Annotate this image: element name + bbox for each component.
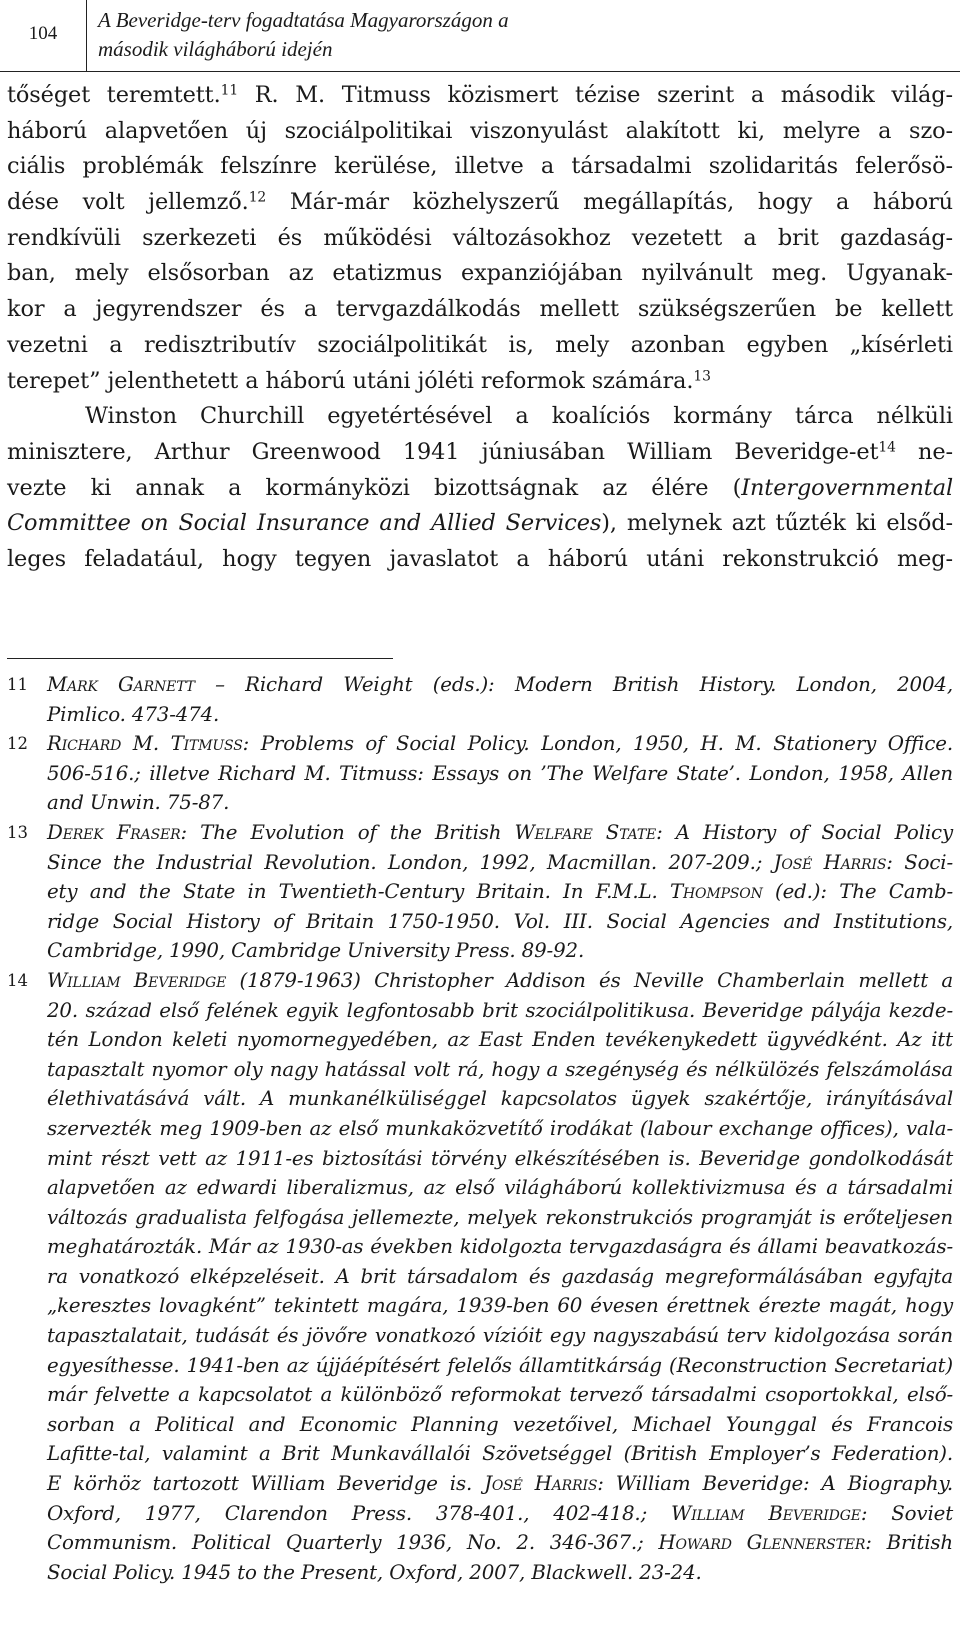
running-title-line: második világháború idején xyxy=(98,37,333,61)
footnote-line xyxy=(47,1528,953,1558)
text-line: ban, mely elsősorban az etatizmus expanziójában nyilvánult meg. Ugyanak- xyxy=(7,260,953,287)
footnote-line: 506-516.; illetve Richard M. Titmuss: Essays on ’The Welfare State’. London, 1958, Allen xyxy=(47,761,953,785)
footnote-line: 20. század első felének egyik legfontosabb brit szociálpolitikusa. Beveridge pályája kezde- xyxy=(47,998,953,1022)
text-line xyxy=(7,506,953,542)
author-name: José Harris xyxy=(773,850,887,874)
footnote-ref-14: 14 xyxy=(878,439,896,456)
text-span: Már-már közhelyszerű megállapítás, hogy a háború xyxy=(266,189,953,216)
author-name: Thompson xyxy=(669,880,763,904)
footnote-line xyxy=(47,877,953,907)
footnote-ref-13: 13 xyxy=(693,367,711,384)
footnote-line: mint részt vett az 1911-es biztosítási törvény elkészítésében is. Beveridge gondolkodását xyxy=(47,1146,953,1170)
text-span: ne- xyxy=(895,438,953,465)
author-name: Mark Garnett xyxy=(47,673,195,696)
footnote-line: változás gradualista felfogása jellemezte, melyek rekonstrukciós programját is erőteljesen xyxy=(47,1205,953,1229)
running-header xyxy=(0,0,960,78)
text-span: R. M. Titmuss közismert tézise szerint a második világ- xyxy=(238,82,953,108)
footnote-line: alapvetően az edwardi liberalizmus, az első világháború kollektivizmusa és a társadalmi xyxy=(47,1176,953,1200)
footnote-line: meghatározták. Már az 1930-as években kidolgozta tervgazdaságra és állami beavatkozás- xyxy=(47,1235,953,1259)
footnote-12 xyxy=(7,729,953,818)
text-span: vezte ki annak a kormányközi bizottságnak az élére ( xyxy=(7,474,742,501)
text-span: Oxford, 1977, Clarendon Press. 378-401., 402-418.; xyxy=(47,1501,672,1525)
footnote-ref-11: 11 xyxy=(220,82,239,99)
text-line: rendkívüli szerkezeti és működési változásokhoz vezetett a brit gazdaság- xyxy=(7,224,953,251)
text-span: Since the Industrial Revolution. London, 1992, Macmillan. 207-209.; xyxy=(47,850,774,874)
text-line xyxy=(7,185,953,221)
text-line: kor a jegyrendszer és a tervgazdálkodás mellett szükségszerűen be kellett xyxy=(7,296,953,323)
author-name: Howard Glennerster xyxy=(658,1531,866,1555)
text-span: – Richard Weight (eds.): Modern British History. London, 2004, xyxy=(194,673,954,696)
footnote-number: 12 xyxy=(7,734,28,754)
footnote-line: „keresztes lovagként” tekintett magára, 1939-ben 60 évesen érettnek érezte magát, hogy xyxy=(47,1294,953,1318)
text-line: háború alapvetően új szociálpolitikai viszonyulást alakított ki, melyre a szo- xyxy=(7,117,953,144)
footnote-line: Pimlico. 473-474. xyxy=(47,702,220,726)
running-title xyxy=(98,6,509,64)
italic-title: Intergovernmental xyxy=(741,474,953,501)
footnotes xyxy=(7,670,953,1587)
footnote-line: Social Policy. 1945 to the Present, Oxford, 2007, Blackwell. 23-24. xyxy=(47,1560,702,1584)
text-line: Winston Churchill egyetértésével a koalíciós kormány tárca nélküli xyxy=(85,403,953,430)
text-span: : William Beveridge: A Biography. xyxy=(597,1472,953,1496)
text-span: (1879-1963) Christopher Addison és Neville Chamberlain mellett a xyxy=(226,968,953,992)
text-line xyxy=(7,78,953,114)
text-span: : A History of Social Policy xyxy=(656,820,953,844)
text-line xyxy=(7,435,953,471)
footnote-line xyxy=(47,729,953,759)
body-text xyxy=(7,78,953,578)
author-name: Derek Fraser xyxy=(47,820,181,844)
italic-title: Committee on Social Insurance and Allied Services xyxy=(7,510,602,537)
text-line xyxy=(7,364,953,400)
footnote-number: 13 xyxy=(7,822,28,842)
text-line: ciális problémák felszínre kerülése, illetve a társadalmi szolidaritás felerősö- xyxy=(7,153,953,180)
header-rule xyxy=(0,71,960,72)
text-span: : British xyxy=(865,1531,954,1555)
footnote-line: and Unwin. 75-87. xyxy=(47,791,230,815)
footnote-line: tén London keleti nyomornegyedében, az East Enden tevékenykedett ügyvédként. Az itt xyxy=(47,1028,953,1052)
footnote-11 xyxy=(7,670,953,729)
text-span: : Soviet xyxy=(860,1501,953,1525)
text-span: (ed.): The Camb- xyxy=(762,880,954,904)
footnote-line: ra vonatkozó elképzeléseit. A brit társadalom és gazdaság megreformálásában egyfajta xyxy=(47,1264,953,1288)
text-span: : Soci- xyxy=(886,850,953,874)
paragraph xyxy=(7,399,953,577)
text-span: minisztere, Arthur Greenwood 1941 júniusában William Beveridge-et xyxy=(7,438,879,465)
footnote-number: 14 xyxy=(7,970,28,990)
text-line: leges feladatául, hogy tegyen javaslatot a háború utáni rekonstrukció meg- xyxy=(7,545,953,572)
text-span: dése volt jellemző. xyxy=(7,189,249,216)
author-name: Richard xyxy=(47,732,122,756)
text-span: Welfare State xyxy=(514,820,657,844)
footnote-line: ridge Social History of Britain 1750-1950. Vol. III. Social Agencies and Institutions, xyxy=(47,909,953,933)
footnote-14 xyxy=(7,966,953,1587)
text-span: tőséget teremtett. xyxy=(7,82,221,108)
paragraph xyxy=(7,78,953,399)
footnote-line: már felvette a kapcsolatot a különböző reformokat tervező társadalmi csoportokkal, első- xyxy=(47,1383,953,1407)
text-span: terepet” jelenthetett a háború utáni jóléti reformok számára. xyxy=(7,367,694,394)
footnote-13 xyxy=(7,818,953,966)
author-name: William Beveridge xyxy=(671,1501,861,1525)
author-name: Titmuss xyxy=(170,732,243,756)
footnote-line: Cambridge, 1990, Cambridge University Press. 89-92. xyxy=(47,939,585,963)
footnote-ref-12: 12 xyxy=(248,189,267,206)
author-name: José Harris xyxy=(484,1472,598,1496)
footnote-line xyxy=(47,1499,953,1529)
text-span: ety and the State in Twentieth-Century Britain. In F.M.L. xyxy=(47,880,670,904)
footnote-line: sorban a Political and Economic Planning vezetőivel, Michael Younggal és Francois xyxy=(47,1412,953,1436)
footnote-line: tapasztalatait, tudását és jövőre vonatkozó vízióit egy nagyszabású terv kidolgozása során xyxy=(47,1324,953,1348)
text-line: vezetni a redisztributív szociálpolitikát is, mely azonban egyben „kísérleti xyxy=(7,331,953,358)
footnote-line: szervezték meg 1909-ben az első munkaközvetítő irodákat (labour exchange offices), vala- xyxy=(47,1116,953,1140)
header-vertical-rule xyxy=(86,0,87,72)
footnote-line: tapasztalt nyomor oly nagy hatással volt rá, hogy a szegénység és nélkülözés felszámolása xyxy=(47,1057,953,1081)
footnote-line: élethivatásává vált. A munkanélküliséggel kapcsolatos ügyek szakértője, irányításával xyxy=(47,1087,953,1111)
text-span: M. xyxy=(121,732,171,756)
footnote-line xyxy=(47,1469,953,1499)
footnote-number: 11 xyxy=(7,675,28,694)
text-span: Communism. Political Quarterly 1936, No. 2. 346-367.; xyxy=(47,1531,659,1555)
footnote-line xyxy=(47,818,953,848)
author-name: William Beveridge xyxy=(47,968,227,992)
text-span: : Problems of Social Policy. London, 1950, H. M. Stationery Office. xyxy=(242,732,953,756)
footnote-line xyxy=(47,670,953,700)
footnote-line xyxy=(47,966,953,996)
page-number: 104 xyxy=(28,23,58,44)
text-line xyxy=(7,471,953,507)
footnote-line xyxy=(47,848,953,878)
text-span: : The Evolution of the British xyxy=(180,820,515,844)
footnote-separator xyxy=(7,658,393,659)
footnote-line: egyesíthesse. 1941-ben az újjáépítésért felelős államtitkárság (Reconstruction Secretariat) xyxy=(47,1353,953,1377)
text-span: E körhöz tartozott William Beveridge is. xyxy=(47,1472,485,1496)
text-span: ), melynek azt tűzték ki elsőd- xyxy=(601,510,954,537)
running-title-line: A Beveridge-terv fogadtatása Magyarországon a xyxy=(98,8,509,32)
footnote-line: Lafitte-tal, valamint a Brit Munkavállalói Szövetséggel (British Employer’s Federation). xyxy=(47,1442,953,1466)
